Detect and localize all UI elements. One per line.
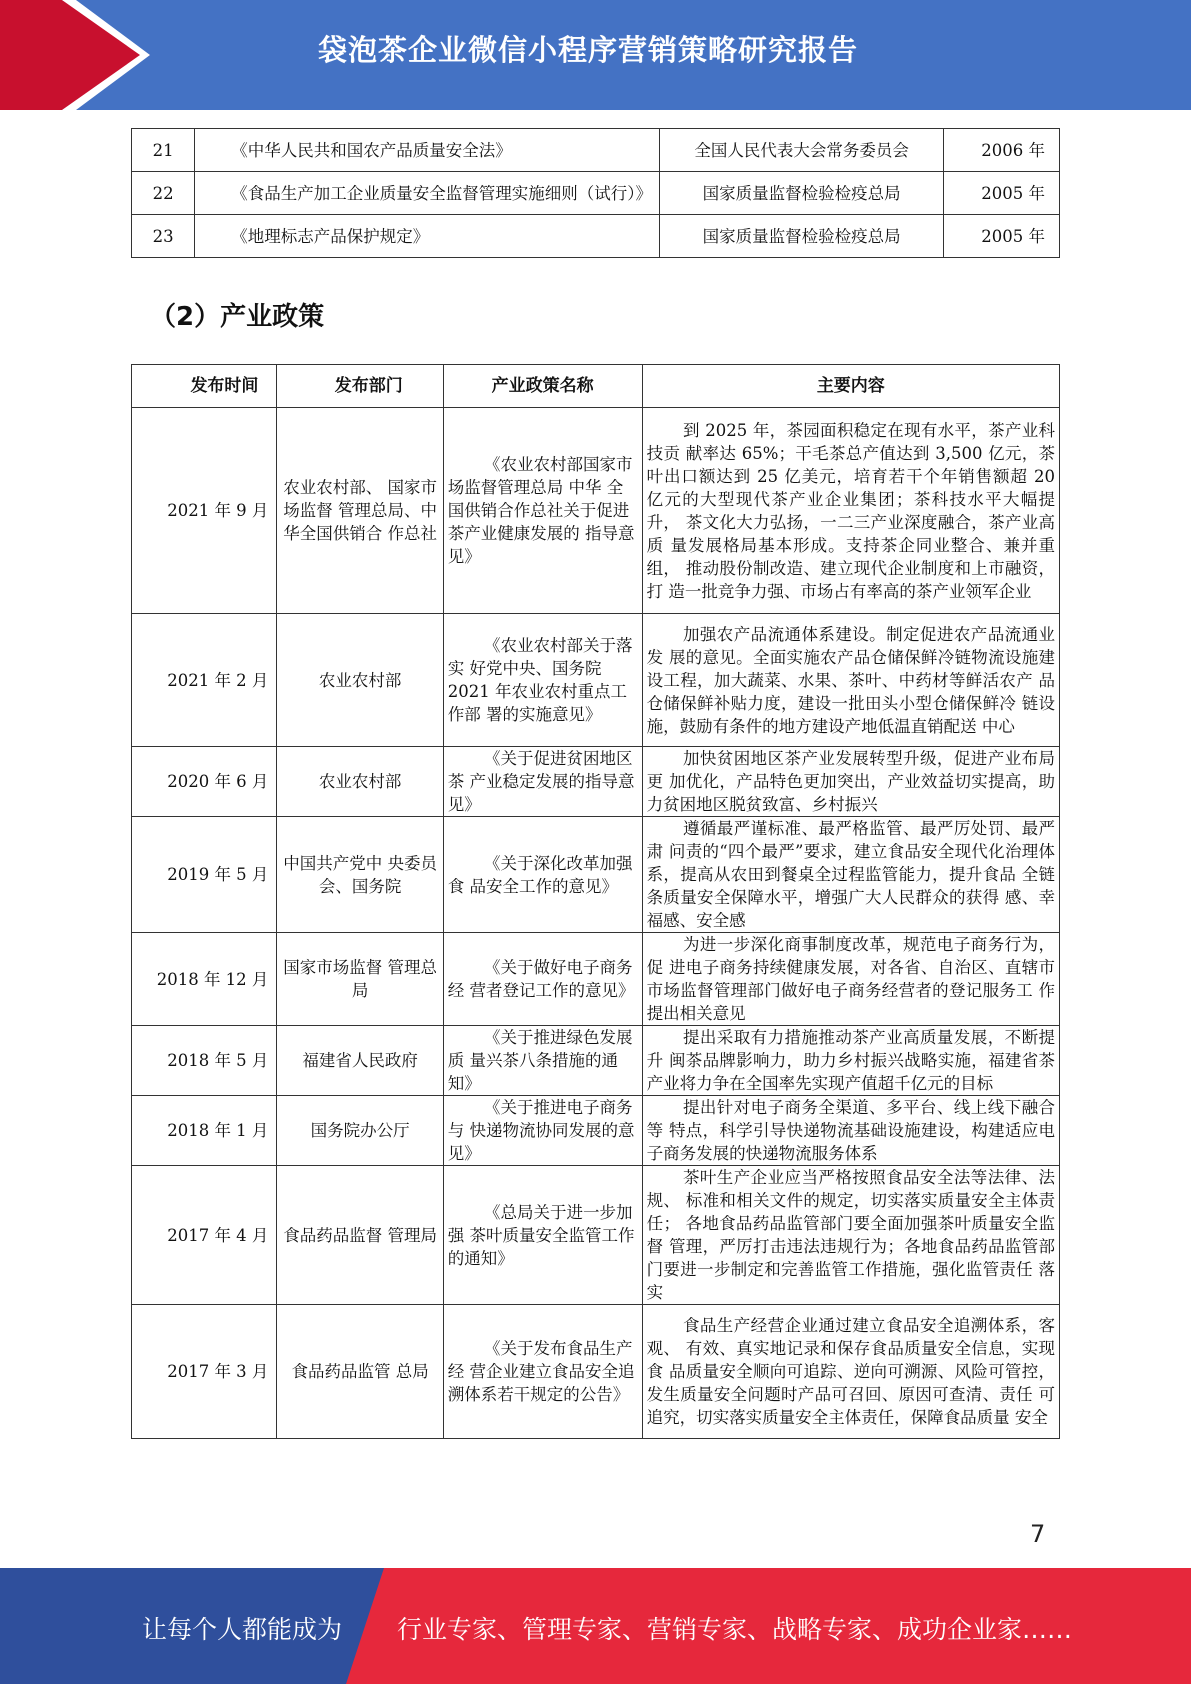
law-department: 国家质量监督检验检疫总局	[660, 172, 944, 215]
policy-table-row	[132, 408, 1060, 614]
policy-department: 农业农村部	[277, 747, 443, 817]
policy-date: 2021 年 2 月	[132, 614, 277, 747]
policy-content: 食品生产经营企业通过建立食品安全追溯体系，客观、 有效、真实地记录和保存食品质量安全信息，实现食 品质量安全顺向可追踪、逆向可溯源、风险可管控，发生质量安全问题时产品可召回、原因可查清、责任 可追究，切实落实质量安全主体责任，保障食品质量 安全	[642, 1305, 1059, 1439]
policy-table-row	[132, 747, 1060, 817]
policy-table-row	[132, 1026, 1060, 1096]
policy-title: 《关于推进绿色发展质 量兴茶八条措施的通知》	[443, 1026, 642, 1096]
policy-department: 国务院办公厅	[277, 1096, 443, 1166]
policy-date: 2018 年 1 月	[132, 1096, 277, 1166]
law-number: 23	[132, 215, 195, 258]
page-number: 7	[1030, 1520, 1046, 1548]
policy-content: 提出针对电子商务全渠道、多平台、线上线下融合等 特点，科学引导快递物流基础设施建设，构建适应电子商务发展的快递物流服务体系	[642, 1096, 1059, 1166]
policy-date: 2017 年 4 月	[132, 1166, 277, 1305]
policy-department: 食品药品监督 管理局	[277, 1166, 443, 1305]
policy-title: 《总局关于进一步加强 茶叶质量安全监管工作 的通知》	[443, 1166, 642, 1305]
policy-department: 中国共产党中 央委员会、国务院	[277, 817, 443, 933]
policy-table-row	[132, 817, 1060, 933]
policy-title: 《关于做好电子商务经 营者登记工作的意见》	[443, 933, 642, 1026]
policy-department: 农业农村部	[277, 614, 443, 747]
policy-title: 《关于深化改革加强食 品安全工作的意见》	[443, 817, 642, 933]
policy-content: 提出采取有力措施推动茶产业高质量发展，不断提升 闽茶品牌影响力，助力乡村振兴战略实施，福建省茶产业将力争在全国率先实现产值超千亿元的目标	[642, 1026, 1059, 1096]
footer-slogan-right: 行业专家、管理专家、营销专家、战略专家、成功企业家……	[397, 1615, 1073, 1644]
policy-content: 加快贫困地区茶产业发展转型升级，促进产业布局更 加优化，产品特色更加突出，产业效益切实提高，助力贫困地区脱贫致富、乡村振兴	[642, 747, 1059, 817]
policy-table-row	[132, 1166, 1060, 1305]
policy-table-header-row	[132, 365, 1060, 408]
law-number: 21	[132, 129, 195, 172]
law-year: 2005 年	[943, 215, 1059, 258]
policy-department: 国家市场监督 管理总局	[277, 933, 443, 1026]
policy-title: 《农业农村部国家市场监督管理总局 中华 全国供销合作总社关于促进茶产业健康发展的 指导意见》	[443, 408, 642, 614]
policy-content: 茶叶生产企业应当严格按照食品安全法等法律、法规、 标准和相关文件的规定，切实落实质量安全主体责任； 各地食品药品监管部门要全面加强茶叶质量安全监督 管理，严厉打击违法违规行为；各地食品药品监管部门要进一步制定和完善监管工作措施，强化监管责任 落实	[642, 1166, 1059, 1305]
policy-table	[131, 364, 1060, 1439]
law-table-row	[132, 172, 1060, 215]
policy-table-row	[132, 1096, 1060, 1166]
law-year: 2006 年	[943, 129, 1059, 172]
policy-title: 《关于推进电子商务与 快递物流协同发展的意 见》	[443, 1096, 642, 1166]
report-title: 袋泡茶企业微信小程序营销策略研究报告	[318, 33, 859, 67]
law-table-row	[132, 129, 1060, 172]
policy-title: 《关于发布食品生产经 营企业建立食品安全追 溯体系若干规定的公告》	[443, 1305, 642, 1439]
policy-table-row	[132, 933, 1060, 1026]
policy-date: 2021 年 9 月	[132, 408, 277, 614]
law-table	[131, 128, 1060, 258]
law-department: 全国人民代表大会常务委员会	[660, 129, 944, 172]
policy-table-row	[132, 614, 1060, 747]
policy-content: 到 2025 年，茶园面积稳定在现有水平，茶产业科技贡 献率达 65%；干毛茶总产值达到 3,500 亿元，茶叶出口额达到 25 亿美元，培育若干个年销售额超 20 亿元的大型现代茶产业企业集团；茶科技水平大幅提升， 茶文化大力弘扬，一二三产业深度融合，茶产业高质 量发展格局基本形成。支持茶企同业整合、兼并重组， 推动股份制改造、建立现代企业制度和上市融资，打 造一批竞争力强、市场占有率高的茶产业领军企业	[642, 408, 1059, 614]
law-year: 2005 年	[943, 172, 1059, 215]
header-policy-name: 产业政策名称	[443, 365, 642, 408]
law-name: 《地理标志产品保护规定》	[195, 215, 660, 258]
header-date: 发布时间	[132, 365, 277, 408]
policy-table-row	[132, 1305, 1060, 1439]
policy-date: 2018 年 5 月	[132, 1026, 277, 1096]
policy-date: 2018 年 12 月	[132, 933, 277, 1026]
law-name: 《中华人民共和国农产品质量安全法》	[195, 129, 660, 172]
law-table-row	[132, 215, 1060, 258]
section-heading: （2）产业政策	[150, 302, 325, 332]
header-main-content: 主要内容	[642, 365, 1059, 408]
policy-date: 2017 年 3 月	[132, 1305, 277, 1439]
policy-department: 农业农村部、 国家市场监督 管理总局、中华全国供销合 作总社	[277, 408, 443, 614]
policy-date: 2020 年 6 月	[132, 747, 277, 817]
law-number: 22	[132, 172, 195, 215]
policy-content: 加强农产品流通体系建设。制定促进农产品流通业发 展的意见。全面实施农产品仓储保鲜冷链物流设施建设工程，加大蔬菜、水果、茶叶、中药材等鲜活农产 品仓储保鲜补贴力度，建设一批田头小型仓储保鲜冷 链设施，鼓励有条件的地方建设产地低温直销配送 中心	[642, 614, 1059, 747]
policy-title: 《农业农村部关于落实 好党中央、国务院 2021 年农业农村重点工作部 署的实施意见》	[443, 614, 642, 747]
policy-department: 食品药品监管 总局	[277, 1305, 443, 1439]
law-name: 《食品生产加工企业质量安全监督管理实施细则（试行）》	[195, 172, 660, 215]
policy-date: 2019 年 5 月	[132, 817, 277, 933]
policy-content: 为进一步深化商事制度改革，规范电子商务行为，促 进电子商务持续健康发展，对各省、自治区、直辖市市场监督管理部门做好电子商务经营者的登记服务工 作提出相关意见	[642, 933, 1059, 1026]
header-dept: 发布部门	[277, 365, 443, 408]
footer-slogan-left: 让每个人都能成为	[142, 1615, 343, 1644]
policy-content: 遵循最严谨标准、最严格监管、最严厉处罚、最严肃 问责的“四个最严”要求，建立食品安全现代化治理体系，提高从农田到餐桌全过程监管能力，提升食品 全链条质量安全保障水平，增强广大人民群众的获得 感、幸福感、安全感	[642, 817, 1059, 933]
policy-title: 《关于促进贫困地区茶 产业稳定发展的指导意 见》	[443, 747, 642, 817]
policy-department: 福建省人民政府	[277, 1026, 443, 1096]
page-header	[0, 0, 1191, 110]
law-department: 国家质量监督检验检疫总局	[660, 215, 944, 258]
header-red-chevron	[0, 0, 150, 110]
page-footer	[0, 1568, 1191, 1684]
